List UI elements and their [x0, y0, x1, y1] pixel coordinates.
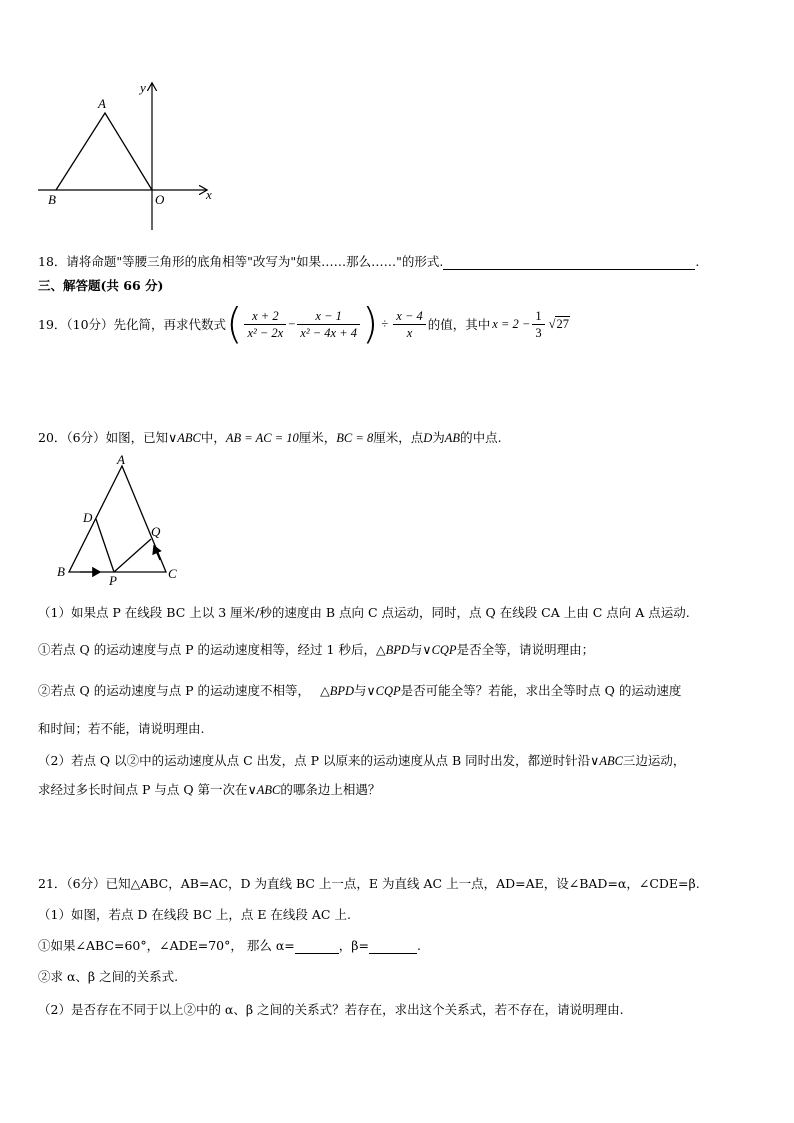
- q20-intro-i: 为: [432, 430, 445, 445]
- q19-frac2-num: x − 1: [297, 308, 360, 325]
- q20-p2-f: 的哪条边上相遇？: [280, 782, 381, 797]
- q20-p12-d: CQP: [375, 684, 401, 698]
- q21-part-2: （2）是否存在不同于以上②中的 α、β 之间的关系式？若存在，求出这个关系式，若不存在，请说明理由.: [38, 1002, 624, 1017]
- q20-intro-e: 厘米，: [298, 430, 337, 445]
- q20-p12-a: ②若点 Q 的运动速度与点 P 的运动速度不相等，: [38, 683, 311, 698]
- q20-intro-c: 中，: [200, 430, 226, 445]
- right-paren: ): [362, 299, 379, 348]
- triangle-symbol: ∨: [422, 643, 432, 657]
- triangle-abc-figure: [52, 452, 192, 587]
- q19-fraction-3: [393, 308, 425, 341]
- q21-part-1-2: ②求 α、β 之间的关系式.: [38, 969, 179, 984]
- left-paren: (: [226, 299, 243, 348]
- triangle-symbol: ∨: [366, 684, 376, 698]
- q19-prefix: 19．（10分）先化简，再求代数式: [38, 317, 227, 332]
- q20-intro-a: 20．（6分）如图，已知: [38, 430, 169, 445]
- q19-x-eq: x = 2 −: [492, 316, 531, 331]
- q19-frac2-den: x² − 4x + 4: [300, 325, 358, 340]
- q21-p11-c: .: [416, 938, 421, 953]
- q21-part-1: （1）如图，若点 D 在线段 BC 上，点 E 在线段 AC 上.: [38, 907, 351, 922]
- triangle-symbol: ∨: [247, 783, 257, 797]
- q20-part-1: （1）如果点 P 在线段 BC 上以 3 厘米/秒的速度由 B 点向 C 点运动，同时，点 Q 在线段 CA 上由 C 点向 A 点运动.: [38, 605, 690, 620]
- q20-p12-c: 与: [354, 683, 367, 698]
- q18-answer-blank[interactable]: [443, 255, 695, 270]
- q19-mid: 的值，其中: [427, 317, 491, 332]
- question-21-intro: 21．（6分）已知△ABC，AB=AC，D 为直线 BC 上一点，E 为直线 AC 上一点，AD=AE，设∠BAD=α，∠CDE=β.: [38, 876, 700, 891]
- q20-intro-h: D: [423, 431, 433, 445]
- q18-end: .: [695, 254, 700, 269]
- q20-p12-e: 是否可能全等？若能，求出全等时点 Q 的运动速度: [400, 683, 682, 698]
- alpha-answer-blank[interactable]: [295, 939, 339, 954]
- q19-divide: ÷: [381, 316, 389, 331]
- triangle-abo: [56, 113, 152, 190]
- q20-intro-b: ABC: [177, 431, 201, 445]
- q19-fraction-2: [297, 308, 360, 341]
- label-d: D: [83, 510, 93, 525]
- q21-p11-b: ，β=: [338, 938, 369, 953]
- q20-intro-k: 的中点.: [460, 430, 502, 445]
- triangle-symbol: ∨: [168, 431, 178, 445]
- q19-frac3-num: x − 4: [393, 308, 425, 325]
- q20-p2-a: （2）若点 Q 以②中的运动速度从点 C 出发，点 P 以原来的运动速度从点 B 同时出发，都逆时针沿: [38, 753, 591, 768]
- label-y: y: [140, 80, 146, 95]
- q20-intro-f: BC = 8: [336, 431, 374, 445]
- q20-part-1-2-cont: 和时间；若不能，请说明理由.: [38, 721, 205, 736]
- label-p: P: [109, 573, 117, 587]
- question-18: [38, 252, 699, 270]
- arrow-cq: [154, 546, 160, 560]
- q20-p11-a: ①若点 Q 的运动速度与点 P 的运动速度相等，经过 1 秒后，: [38, 642, 376, 657]
- q20-intro-g: 厘米，点: [373, 430, 424, 445]
- beta-answer-blank[interactable]: [369, 939, 417, 954]
- question-20-intro: [38, 428, 502, 446]
- label-a: A: [98, 96, 106, 111]
- label-a: A: [117, 452, 125, 467]
- q19-radicand: 27: [556, 317, 569, 331]
- q19-frac1-den: x² − 2x: [247, 325, 284, 340]
- section-3-title: 三、解答题(共 66 分): [38, 278, 164, 293]
- q19-minus: −: [288, 316, 296, 331]
- q20-p2-c: 三边运动，: [622, 753, 686, 768]
- triangle-symbol: △: [375, 643, 386, 657]
- question-19: [38, 299, 570, 348]
- q18-text: 18．请将命题"等腰三角形的底角相等"改写为"如果……那么……"的形式.: [38, 254, 444, 269]
- q20-p12-b: BPD: [329, 684, 354, 698]
- triangle-symbol: ∨: [590, 754, 600, 768]
- q20-part-2-cont: [38, 780, 380, 798]
- q20-p2-b: ABC: [599, 754, 623, 768]
- q19-frac4-num: 1: [532, 308, 544, 325]
- q20-p2-d: 求经过多长时间点 P 与点 Q 第一次在: [38, 782, 248, 797]
- label-c: C: [168, 566, 177, 581]
- q19-frac1-num: x + 2: [244, 308, 286, 325]
- sqrt-symbol: √: [548, 316, 556, 331]
- q20-intro-d: AB = AC = 10: [225, 431, 299, 445]
- q19-fraction-4: [532, 308, 544, 341]
- triangle-symbol: △: [320, 684, 330, 698]
- q20-part-1-2: [38, 681, 681, 699]
- q20-p11-c: 与: [409, 642, 423, 657]
- q20-p2-e: ABC: [256, 783, 281, 797]
- q20-intro-j: AB: [444, 431, 461, 445]
- q21-p11-a: ①如果∠ABC=60°，∠ADE=70°， 那么 α=: [38, 938, 295, 953]
- label-x: x: [206, 187, 212, 202]
- label-o: O: [155, 192, 165, 207]
- q20-part-1-1: [38, 640, 594, 658]
- q20-p11-e: 是否全等，请说明理由；: [456, 642, 595, 657]
- segment-pq: [114, 539, 151, 572]
- q20-part-2: [38, 751, 685, 769]
- label-b: B: [48, 192, 56, 207]
- q19-frac3-den: x: [406, 325, 413, 340]
- q19-fraction-1: [244, 308, 286, 341]
- label-q: Q: [151, 524, 161, 539]
- segment-dp: [96, 519, 114, 572]
- q21-part-1-1: [38, 936, 421, 954]
- q20-p11-d: CQP: [431, 643, 457, 657]
- label-b: B: [57, 564, 65, 579]
- q19-frac4-den: 3: [535, 325, 542, 340]
- q20-p11-b: BPD: [385, 643, 410, 657]
- coordinate-triangle-figure: [30, 78, 220, 238]
